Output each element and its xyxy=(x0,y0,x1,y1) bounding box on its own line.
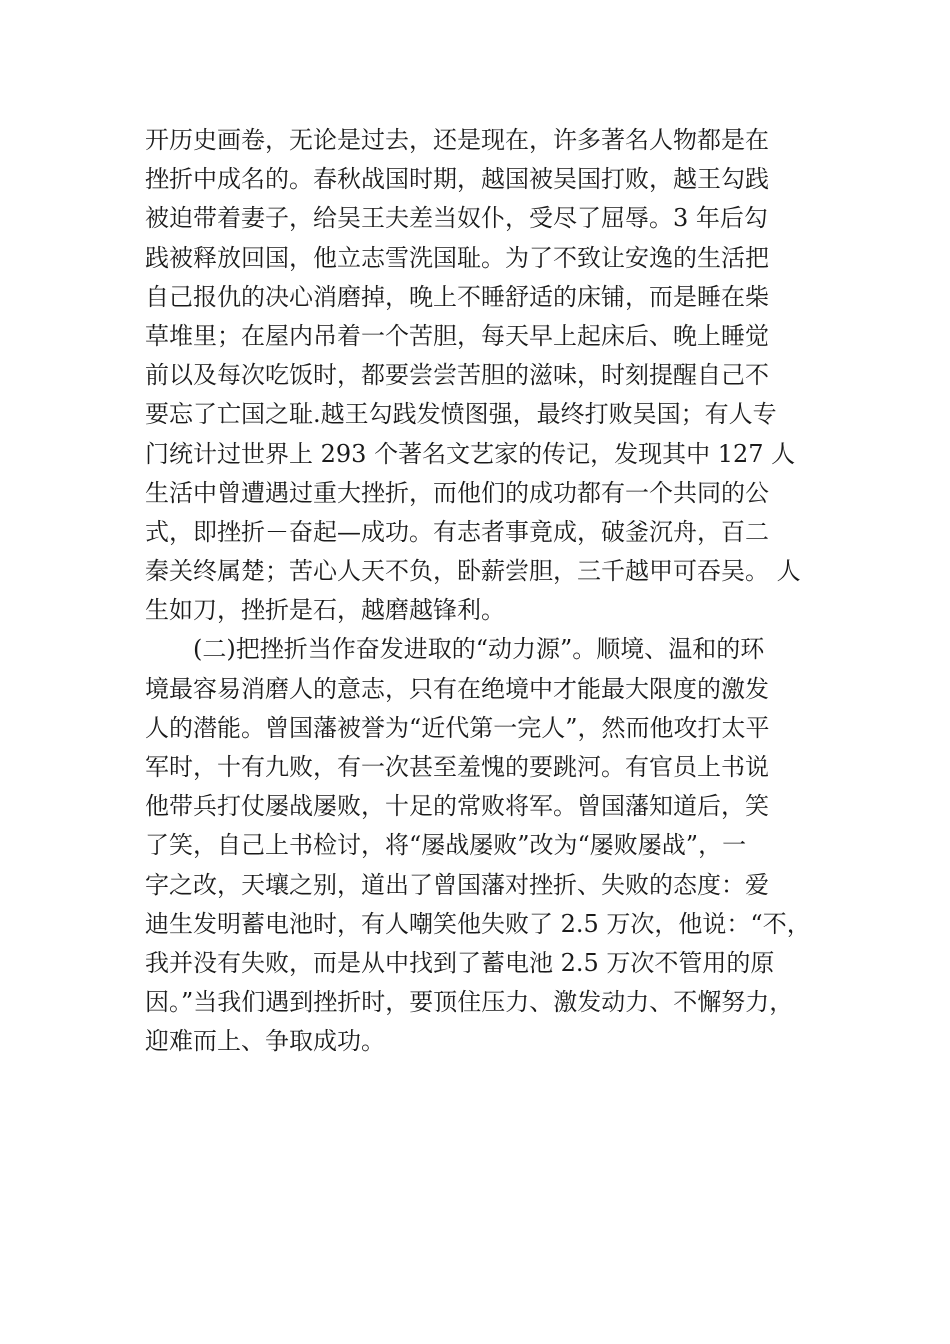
text-line: 自己报仇的决心消磨掉，晚上不睡舒适的床铺，而是睡在柴 xyxy=(145,282,769,311)
text-line: 挫折中成名的。春秋战国时期，越国被吴国打败，越王勾践 xyxy=(145,165,769,194)
text-line: 迪生发明蓄电池时，有人嘲笑他失败了 2.5 万次，他说：“不， xyxy=(145,909,811,938)
text-line: 被迫带着妻子，给吴王夫差当奴仆，受尽了屈辱。3 年后勾 xyxy=(145,204,768,233)
text-line: 秦关终属楚；苦心人天不负，卧薪尝胆，三千越甲可吞吴。 人 xyxy=(145,557,801,586)
body-text xyxy=(145,121,835,1062)
text-line: 他带兵打仗屡战屡败，十足的常败将军。曾国藩知道后，笑 xyxy=(145,792,769,821)
text-line: 草堆里；在屋内吊着一个苦胆，每天早上起床后、晚上睡觉 xyxy=(145,321,769,350)
text-line: 了笑，自己上书检讨，将“屡战屡败”改为“屡败屡战”，一 xyxy=(145,831,747,860)
text-line: 前以及每次吃饭时，都要尝尝苦胆的滋味，时刻提醒自己不 xyxy=(145,361,769,390)
text-line: 生如刀，挫折是石，越磨越锋利。 xyxy=(145,596,505,625)
text-line: 迎难而上、争取成功。 xyxy=(145,1027,385,1056)
text-line: 军时，十有九败，有一次甚至羞愧的要跳河。有官员上书说 xyxy=(145,753,769,781)
text-line: 要忘了亡国之耻.越王勾践发愤图强，最终打败吴国；有人专 xyxy=(145,400,777,429)
text-line: 门统计过世界上 293 个著名文艺家的传记，发现其中 127 人 xyxy=(145,439,796,468)
text-line: 式，即挫折－奋起—成功。有志者事竟成，破釜沉舟，百二 xyxy=(145,517,769,546)
text-line: (二)把挫折当作奋发进取的“动力源”。顺境、温和的环 xyxy=(145,635,765,664)
text-line: 字之改，天壤之别，道出了曾国藩对挫折、失败的态度：爱 xyxy=(145,870,769,899)
text-line: 人的潜能。曾国藩被誉为“近代第一完人”，然而他攻打太平 xyxy=(145,713,770,742)
text-line: 我并没有失败，而是从中找到了蓄电池 2.5 万次不管用的原 xyxy=(145,948,775,977)
text-line: 践被释放回国，他立志雪洗国耻。为了不致让安逸的生活把 xyxy=(145,243,769,272)
text-line: 生活中曾遭遇过重大挫折，而他们的成功都有一个共同的公 xyxy=(145,478,769,507)
text-line: 境最容易消磨人的意志，只有在绝境中才能最大限度的激发 xyxy=(145,674,769,703)
text-line: 因。”当我们遇到挫折时，要顶住压力、激发动力、不懈努力， xyxy=(145,988,794,1017)
text-line: 开历史画卷，无论是过去，还是现在，许多著名人物都是在 xyxy=(145,126,769,154)
